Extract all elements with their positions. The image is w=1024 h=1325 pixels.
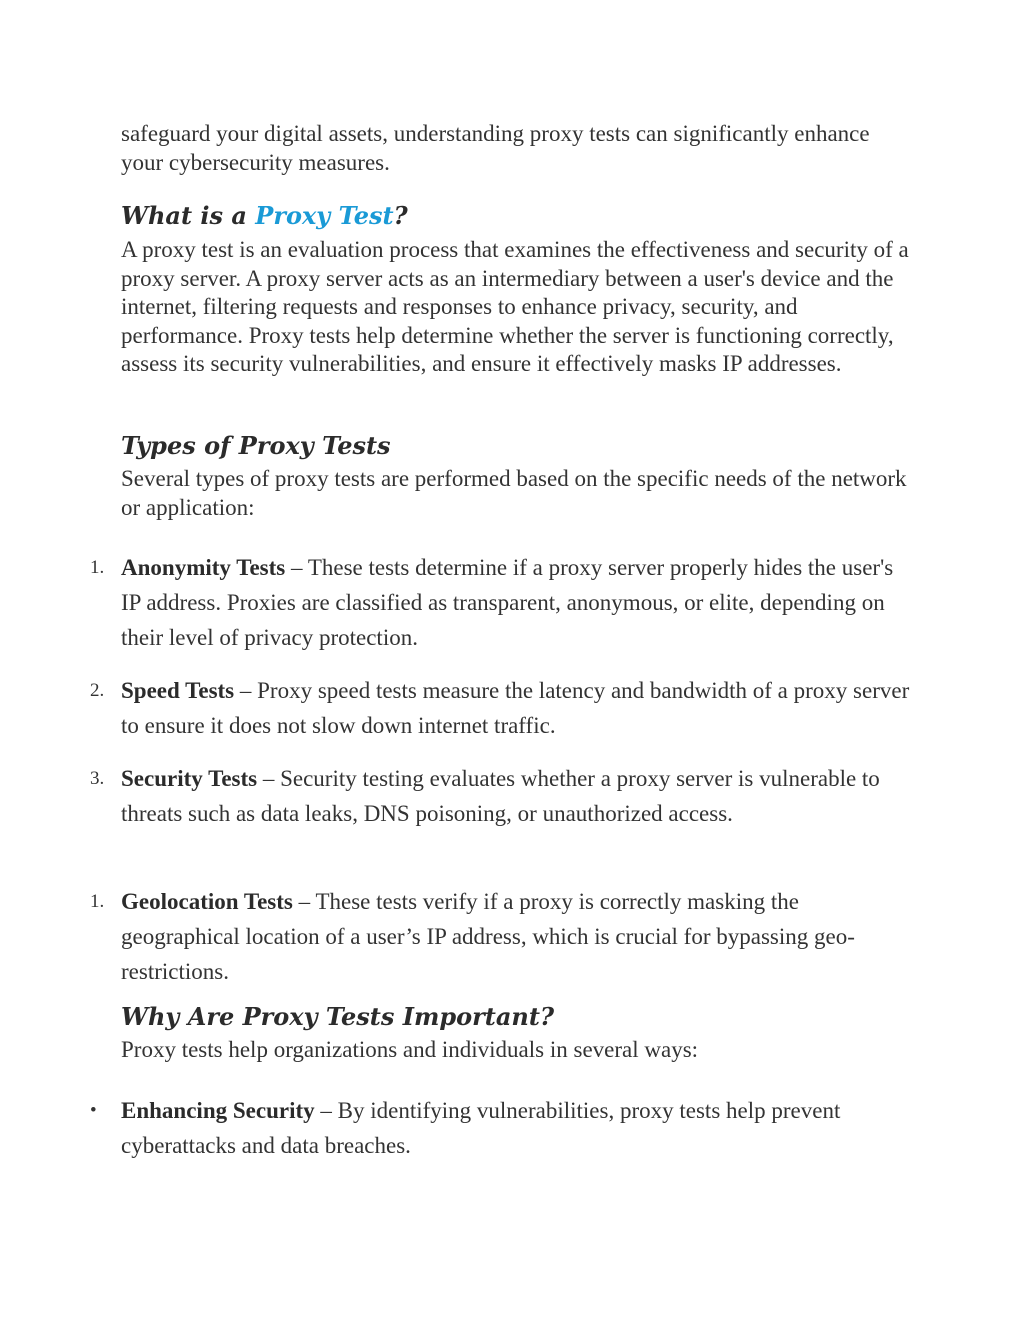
heading-why-proxy-tests-important: Why Are Proxy Tests Important? [121,1002,555,1031]
list-item [90,884,910,989]
list-item-text: – These tests determine if a proxy server properly hides the user's IP address. Proxies are classified as transparent, anonymous, or elite, depending on their level of privacy protection. [121,555,894,650]
list-item-term: Anonymity Tests [121,555,286,580]
bullet-icon: • [90,1100,97,1121]
list-number: 3. [90,768,105,789]
list-item-term: Security Tests [121,766,258,791]
intro-paragraph: safeguard your digital assets, understanding proxy tests can significantly enhance your cybersecurity measures. [121,121,870,175]
heading-suffix: ? [393,201,408,230]
heading-types-of-proxy-tests: Types of Proxy Tests [121,431,391,460]
bullet-list-item [90,1093,910,1163]
why-paragraph: Proxy tests help organizations and individuals in several ways: [121,1037,699,1062]
list-item [90,550,910,655]
list-item [90,761,910,831]
list-item-term: Enhancing Security [121,1098,315,1123]
proxy-test-link[interactable]: Proxy Test [255,201,394,230]
list-item-text: – Security testing evaluates whether a proxy server is vulnerable to threats such as data leaks, DNS poisoning, or unauthorized access. [121,766,880,826]
list-item-text: – These tests verify if a proxy is correctly masking the geographical location of a user’s IP address, which is crucial for bypassing geo-restrictions. [121,889,855,984]
what-is-paragraph: A proxy test is an evaluation process that examines the effectiveness and security of a proxy server. A proxy server acts as an intermediary between a user's device and the internet, filtering requests and responses to enhance privacy, security, and performance. Proxy tests help determine whether the server is functioning correctly, assess its security vulnerabilities, and ensure it effectively masks IP addresses. [121,237,909,376]
list-item [90,673,910,743]
list-number: 1. [90,557,105,578]
list-number: 1. [90,891,105,912]
list-item-text: – By identifying vulnerabilities, proxy tests help prevent cyberattacks and data breaches. [121,1098,841,1158]
list-number: 2. [90,680,105,701]
types-paragraph: Several types of proxy tests are performed based on the specific needs of the network or application: [121,466,907,520]
list-item-term: Speed Tests [121,678,235,703]
heading-prefix: What is a [121,201,256,230]
list-item-term: Geolocation Tests [121,889,293,914]
list-item-text: – Proxy speed tests measure the latency and bandwidth of a proxy server to ensure it does not slow down internet traffic. [121,678,910,738]
heading-what-is-proxy-test [121,202,408,230]
